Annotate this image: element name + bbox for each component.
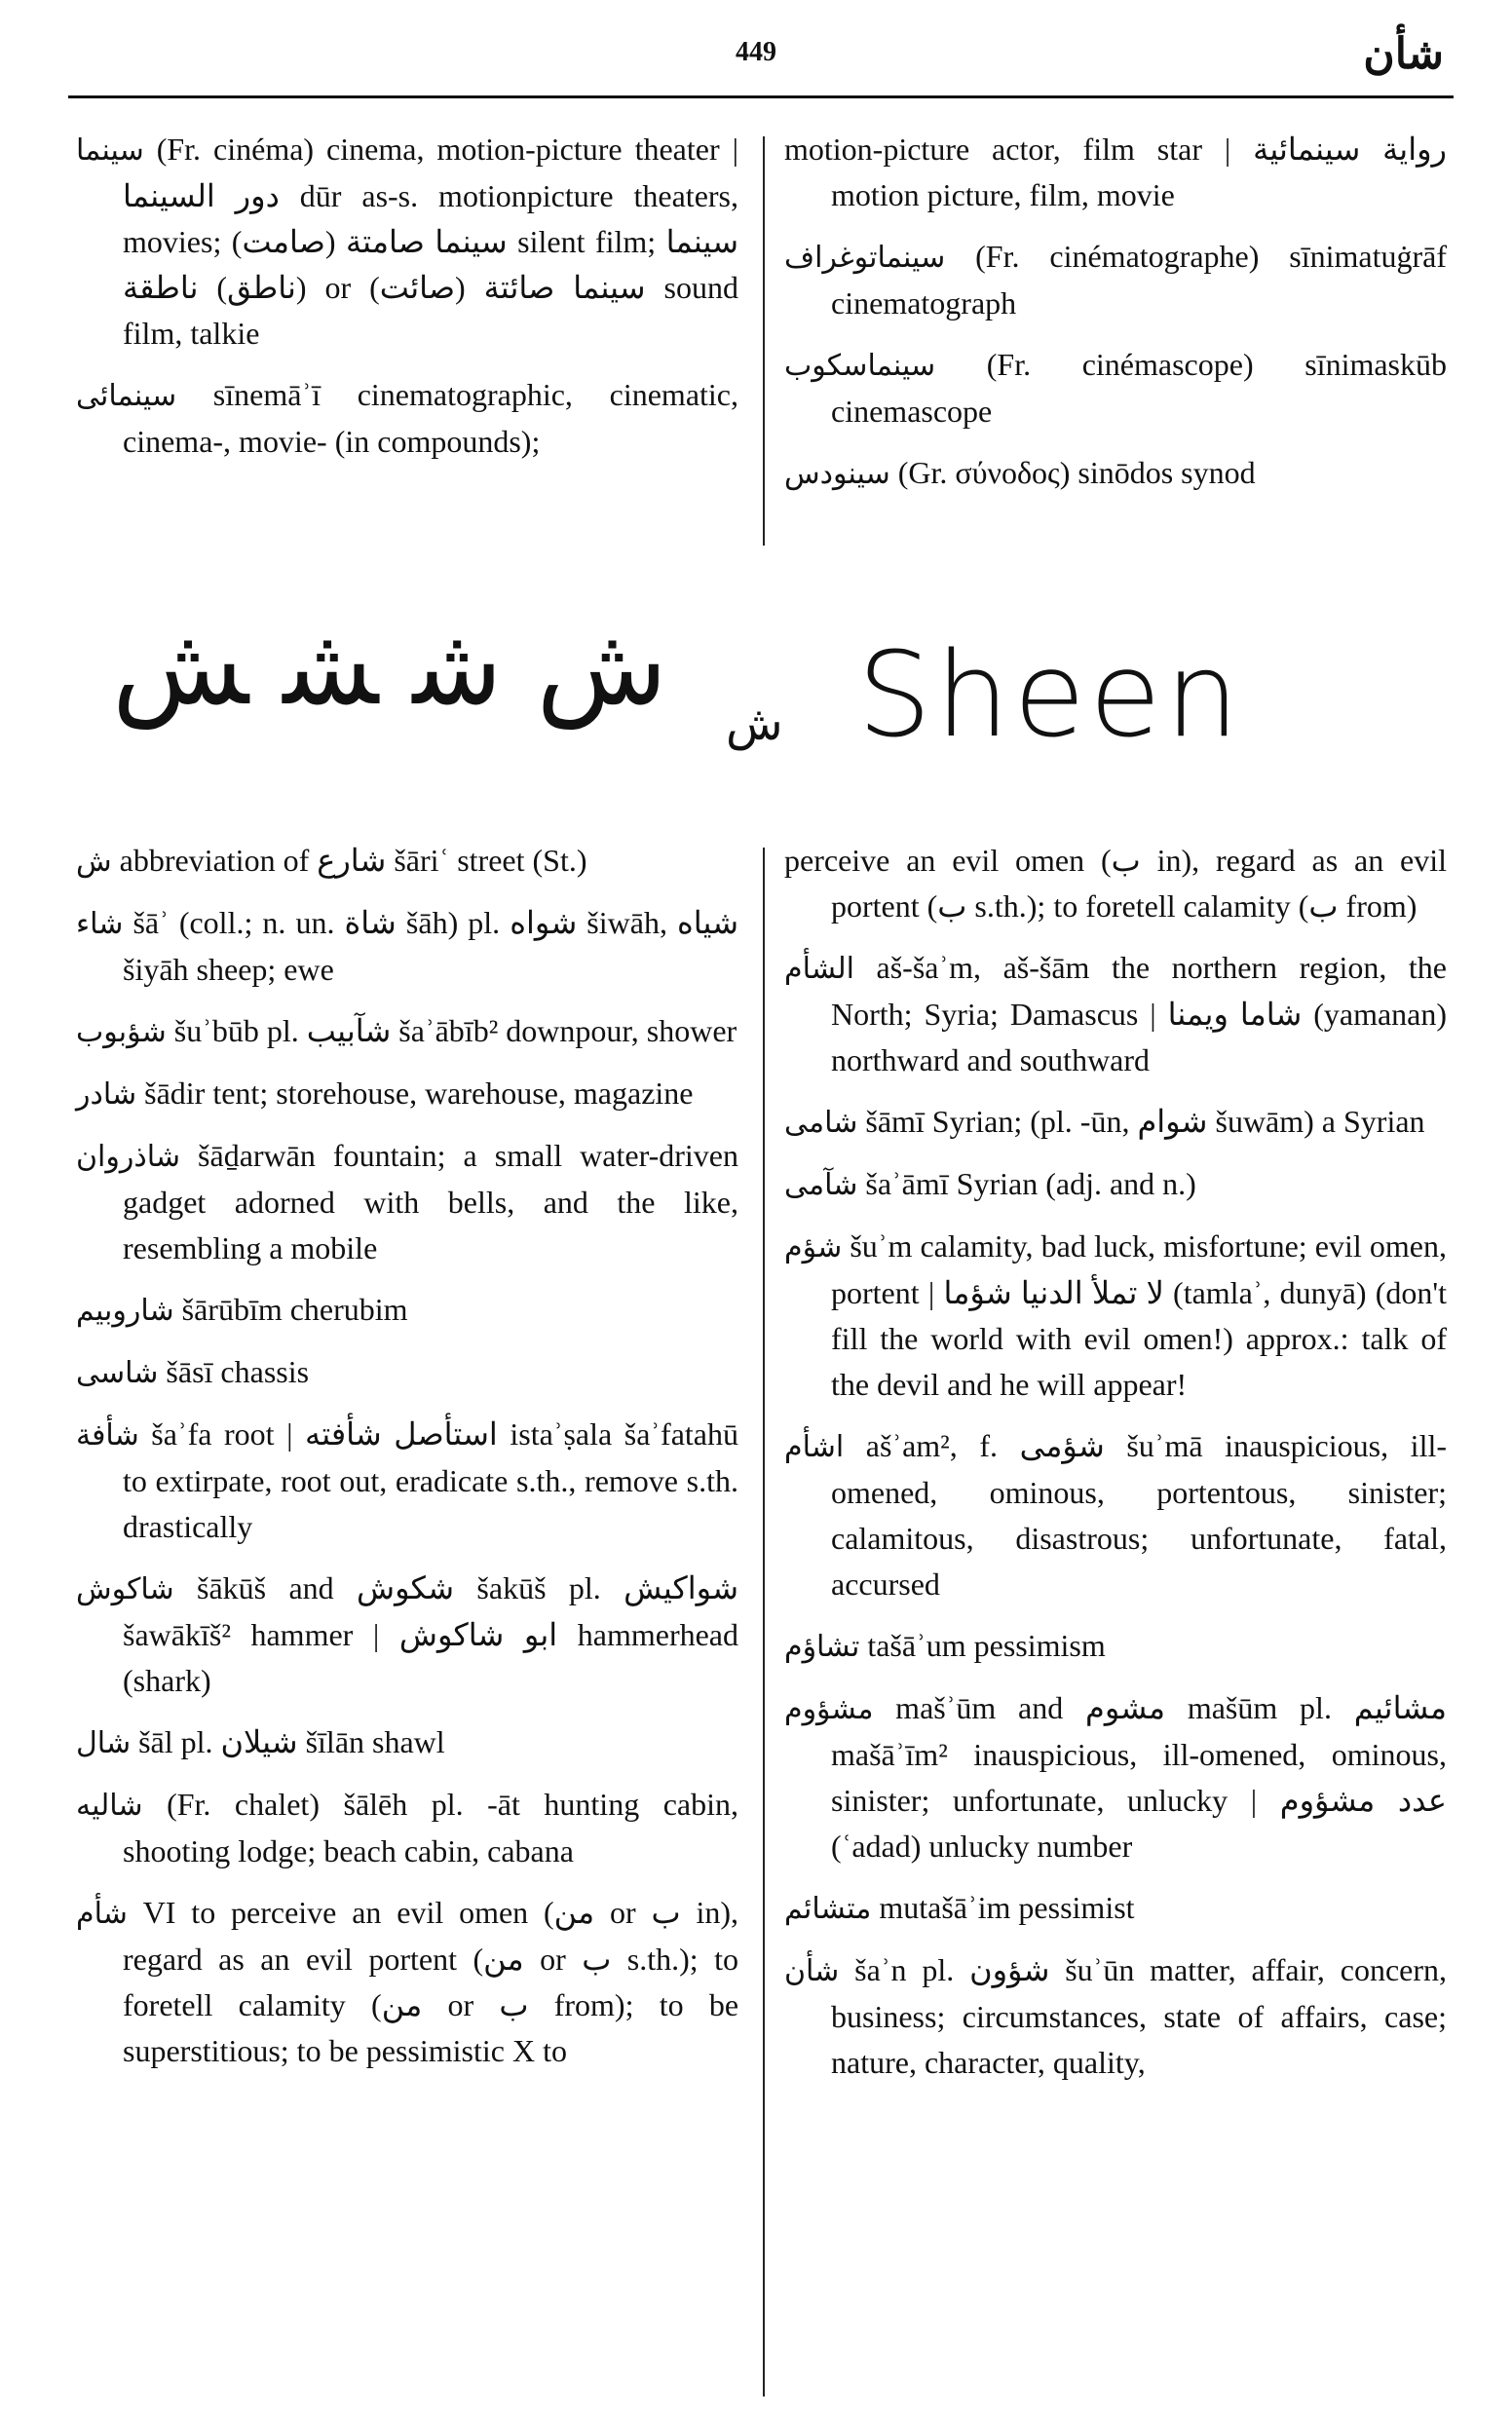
entry-definition: šāmī Syrian; (pl. -ūn, شوام šuwām) a Syrian [857,1104,1425,1139]
entry-definition: aš-šaʾm, aš-šām the northern region, the North; Syria; Damascus | شاما ويمنا (yamanan) northward and southward [831,950,1448,1077]
dictionary-entry [784,1685,1447,1869]
entry-headword: مشؤوم [784,1692,874,1726]
dictionary-entry [784,1885,1447,1932]
top-left-column [76,127,738,480]
entry-definition: šādir tent; storehouse, warehouse, magazine [136,1075,694,1111]
column-divider-bottom [763,848,765,2396]
entry-headword: سينودس [784,457,890,491]
entry-headword: الشأم [784,952,854,986]
dictionary-entry [76,1008,738,1055]
sheen-name: Sheen [857,628,1243,764]
entry-definition: šāl pl. شيلان šīlān shawl [131,1724,445,1759]
dictionary-entry [784,1161,1447,1208]
entry-headword: شؤبوب [76,1015,167,1049]
dictionary-entry [76,1349,738,1396]
dictionary-entry [76,1133,738,1271]
bottom-left-column [76,838,738,2090]
dictionary-entry [76,1412,738,1550]
entry-headword: شآمى [784,1168,858,1202]
entry-definition: motion-picture actor, film star | رواية سينمائية motion picture, film, movie [784,132,1448,212]
dictionary-entry [76,1566,738,1704]
bottom-right-column [784,838,1447,2101]
entry-headword: شؤم [784,1230,843,1264]
dictionary-entry [784,127,1447,218]
entry-definition: šāʾ (coll.; n. un. شاة šāh) pl. شواه šiwāh, شياه šiyāh sheep; ewe [123,905,739,987]
running-head: شأن [1363,29,1444,79]
entry-headword: سينما [76,133,144,168]
entry-definition: šāsī chassis [158,1354,310,1389]
entry-definition: ašʾam², f. شؤمى šuʾmā inauspicious, ill-omened, ominous, portentous, sinister; calamitous, disastrous; unfortunate, fatal, accursed [831,1428,1448,1602]
header-rule [68,95,1454,98]
dictionary-entry [76,1287,738,1334]
dictionary-entry [76,1890,738,2074]
dictionary-entry [76,1071,738,1117]
entry-headword: سينماسكوب [784,349,936,383]
dictionary-entry [784,945,1447,1083]
entry-definition: VI to perceive an evil omen (من or ب in), regard as an evil portent (من or ب s.th.); to foretell calamity (من or ب from); to be superstitious; to be pessimistic X to [123,1895,739,2068]
column-divider-top [763,136,765,546]
page-number: 449 [736,37,776,67]
entry-headword: شأم [76,1897,128,1931]
entry-headword: شاذروان [76,1140,180,1174]
entry-headword: شامى [784,1106,858,1140]
entry-definition: mašʾūm and مشوم mašūm pl. مشائيم mašāʾīm² inauspicious, ill-omened, ominous, sinister; unfortunate, unlucky | عدد مشؤوم (ʿadad) unlucky number [831,1690,1448,1864]
entry-headword: ش [76,845,112,879]
dictionary-entry [76,127,738,357]
entry-headword: شأفة [76,1418,139,1453]
dictionary-entry [784,1099,1447,1146]
entry-definition: šaʾn pl. شؤون šuʾūn matter, affair, concern, business; circumstances, state of affairs, case; nature, character, quality, [831,1952,1448,2080]
entry-definition: (Fr. chalet) šālēh pl. -āt hunting cabin, shooting lodge; beach cabin, cabana [123,1787,738,1868]
dictionary-entry [784,1623,1447,1670]
dictionary-entry [784,450,1447,497]
entry-definition: perceive an evil omen (ب in), regard as an evil portent (ب s.th.); to foretell calamity (ب from) [784,843,1448,924]
dictionary-entry [784,342,1447,434]
dictionary-entry [784,234,1447,326]
entry-headword: شاء [76,907,124,941]
sheen-letter: ش [726,697,783,751]
dictionary-entry [784,1947,1447,2086]
dictionary-entry [784,1224,1447,1408]
entry-headword: متشائم [784,1892,872,1926]
entry-definition: (Fr. cinématographe) sīnimatuġrāf cinematograph [831,239,1447,321]
entry-headword: سينمائى [76,379,177,413]
entry-definition: (Gr. σύνοδος) sinōdos synod [889,455,1256,490]
entry-headword: شأن [784,1954,840,1988]
top-right-column [784,127,1447,512]
entry-definition: (Fr. cinémascope) sīnimaskūb cinemascope [831,347,1447,429]
dictionary-entry [784,1423,1447,1607]
dictionary-entry [76,900,738,993]
dictionary-entry [76,1719,738,1766]
dictionary-entry [76,372,738,465]
entry-headword: شاكوش [76,1572,174,1606]
entry-definition: šuʾm calamity, bad luck, misfortune; evil omen, portent | لا تملأ الدنيا شؤما (tamlaʾ, dunyā) (don't fill the world with evil omen!) approx.: talk of the devil and he will appear! [831,1228,1448,1402]
entry-headword: شاليه [76,1789,143,1823]
entry-definition: šaʾāmī Syrian (adj. and n.) [857,1166,1196,1201]
entry-definition: šākūš and شكوش šakūš pl. شواكيش šawākīš² hammer | ابو شاكوش hammerhead (shark) [123,1570,739,1698]
entry-definition: šuʾbūb pl. شآبيب šaʾābīb² downpour, shower [166,1013,737,1048]
entry-headword: شال [76,1726,132,1760]
entry-definition: šārūbīm cherubim [173,1292,408,1327]
entry-definition: (Fr. cinéma) cinema, motion-picture theater | دور السينما dūr as-s. motionpicture theaters, movies; سينما صامتة (صامت) silent film; سينما (ناطق) ناطقة or (صائت) سينما صائتة sound film, talkie [123,132,739,351]
entry-headword: اشأم [784,1430,845,1464]
entry-definition: sīnemāʾī cinematographic, cinematic, cinema-, movie- (in compounds); [123,377,738,459]
entry-headword: شاروبيم [76,1294,174,1328]
entry-headword: شاسى [76,1356,159,1390]
entry-headword: تشاؤم [784,1630,860,1664]
entry-headword: سينماتوغراف [784,241,946,275]
entry-definition: šāḏarwān fountain; a small water-driven gadget adorned with bells, and the like, resembling a mobile [123,1138,738,1265]
entry-definition: abbreviation of شارع šāriʿ street (St.) [111,843,587,878]
dictionary-entry [76,1782,738,1874]
sheen-banner [0,585,1512,809]
entry-headword: شادر [76,1077,137,1112]
entry-definition: šaʾfa root | استأصل شأفته istaʾṣala šaʾfatahū to extirpate, root out, eradicate s.th., remove s.th. drastically [123,1416,739,1544]
sheen-letter-forms: ش ﺷ ﺸ ﺶ [112,604,667,729]
entry-definition: mutašāʾim pessimist [871,1890,1135,1925]
dictionary-entry [76,838,738,885]
dictionary-entry [784,838,1447,929]
entry-definition: tašāʾum pessimism [859,1628,1106,1663]
